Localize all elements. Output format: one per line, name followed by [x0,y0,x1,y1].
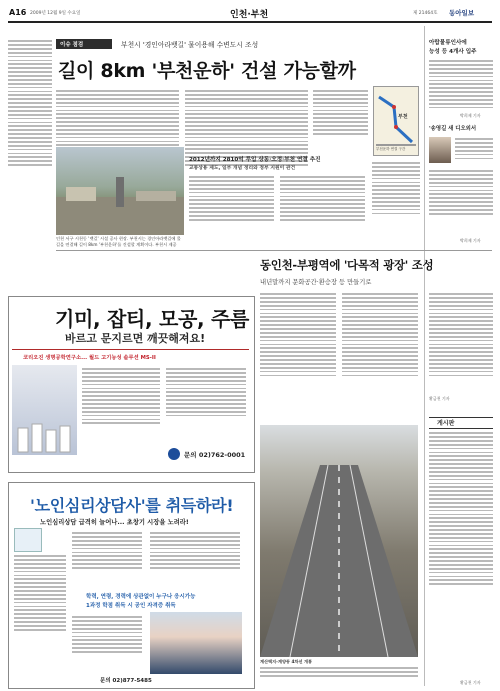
highway-illustration [260,425,418,657]
story2-body-col1 [260,291,336,378]
story1-bottom-rule [56,250,492,251]
ad1-headline: 기미, 잡티, 모공, 주름 [55,307,250,331]
story1-subtitle: 부천시 '경인아라뱃길' 물이용해 수변도시 조성 [121,41,259,49]
ad2-headline: '노인심리상담사'를 취득하라! [30,496,234,515]
sidebar-top-title2: 능성 등 4개사 입주 [429,49,477,55]
story2-photo [260,425,418,657]
ad2-body-col1 [14,553,66,633]
story1-body-col4 [189,174,274,223]
story1-body-col5 [280,174,365,223]
map-route-graphic [374,87,418,155]
construction-site-illustration [56,147,184,235]
story2-body-col2 [342,291,418,378]
story1-subhead2: 교통상용 제도, 일부 개념 정리와 정부 지원이 관건 [189,166,296,171]
ad1-subheadline: 바르고 문지르면 깨끗해져요! [65,332,206,345]
issue-date: 2009년 12월 9일 수요일 [30,11,81,16]
story1-subhead: 2012년까지 2810억 투입 상동·오정·부천 연결 추진 [189,157,321,163]
sidebar-mid-body [455,136,493,161]
notice-title: 게시판 [437,420,455,427]
sidebar-mid-body2 [429,168,493,217]
ad2-body-col2 [72,530,142,571]
ad2-tagline2: 1과정 학점 취득 시 공인 자격증 취득 [86,603,176,609]
story2-byline: 황금천 기자 [429,396,450,401]
map-caption: 부천운하 연결 구간 [376,147,406,151]
ad2-subline: 노인심리상담 급격히 늘어나... 초창기 시장을 노려라! [40,519,189,526]
header-rule [8,21,492,23]
notice-byline: 황금천 기자 [460,680,481,685]
ad1-bottles-illustration [14,420,74,454]
ad2-side-badge [14,528,42,552]
ad2-body-col4 [72,614,142,655]
ad2-phone[interactable]: 문의 02)877-5485 [100,678,152,684]
story2-caption-lines [260,665,418,679]
section-title: 인천·부천 [230,10,269,20]
story2-subhead: 내년말까지 문화공간·환승장 등 만들기로 [260,279,372,286]
sidebar-top-title: 아랍물류인사에 [429,40,467,46]
sidebar-byline2: 박희제 기자 [460,238,481,243]
ad2-tagline: 학력, 연령, 경력에 상관없이 누구나 응시가능 [86,594,196,600]
sidebar-mid-title: '송영길 새 디오외서 [429,126,477,132]
ad1-body-col1 [82,366,160,426]
story2-body-col3 [429,291,493,378]
sidebar-portrait [429,137,451,163]
story1-body-col6 [372,160,420,216]
map-city-label: 부천 [398,114,408,120]
story2-photo-caption: 계산택지-계양동 4차선 개통 [260,659,313,664]
ad2-body-col3 [150,530,240,571]
sidebar-divider [424,26,425,686]
page-number: A16 [9,8,27,17]
newspaper-name: 동아일보 [449,9,475,17]
story1-headline: 길이 8km '부천운하' 건설 가능할까 [58,60,356,82]
sidebar-byline1: 박희제 기자 [460,113,481,118]
story1-kicker: 이슈 점검 [60,42,84,48]
ad1-promo: 코리오진 생명공학연구소... 월드 고기능성 솔루션 MS-II [23,355,156,361]
story1-photo [56,147,184,235]
edition-number: 제 21464호 [413,11,438,16]
story1-body-col3 [313,88,368,137]
ad1-body-col2 [166,366,246,419]
story1-map [373,86,419,156]
sidebar-top-body [429,58,493,111]
ad1-phone[interactable]: 문의 02)762-0001 [184,451,246,459]
left-column-text [8,38,52,168]
ad1-accent-bar [12,349,249,350]
notice-body [429,430,493,587]
story2-headline: 동인천-부평역에 '다목적 광장' 조성 [260,258,434,272]
ad2-portrait [150,612,242,674]
story1-photo-caption: 인천 서구 시천동 '뱃길' 시설 공사 현장. 부천시는 경인아라뱃길에 물길을 연결해 길이 8km '부천운하'를 건설할 계획이다. 부천시 제공 [56,236,181,247]
ad1-logo [168,448,180,460]
